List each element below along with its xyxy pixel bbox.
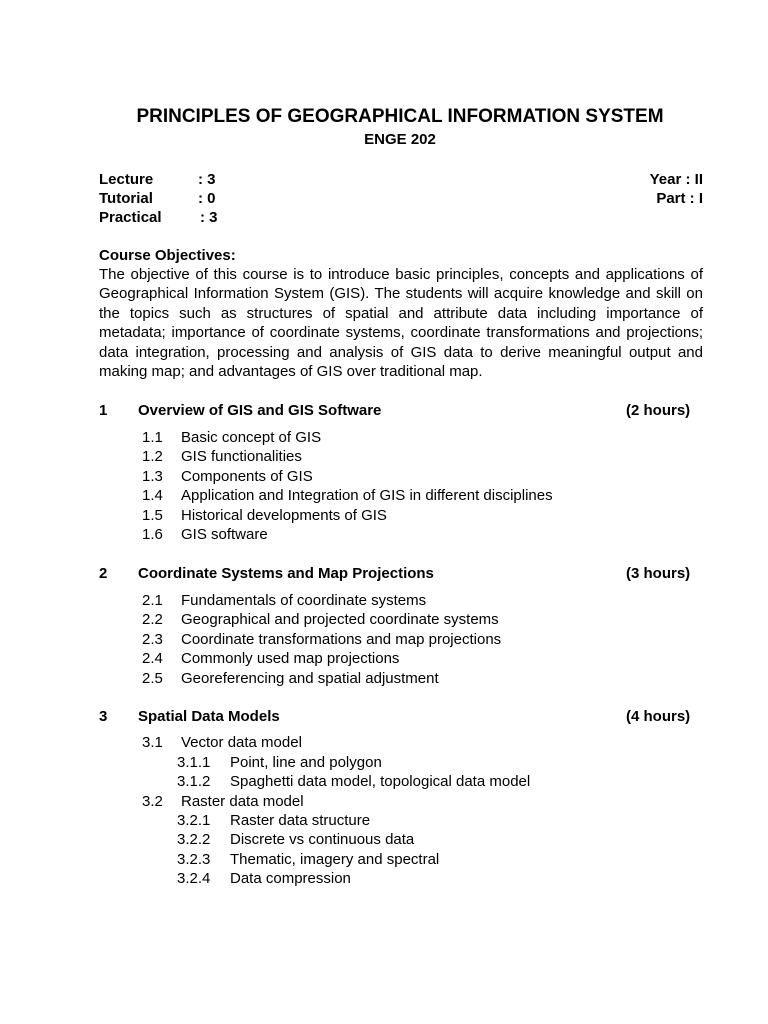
- item-number: 3.1.1: [177, 754, 211, 771]
- objectives-heading: Course Objectives:: [99, 247, 236, 264]
- item-number: 2.2: [142, 611, 163, 628]
- section-title: Coordinate Systems and Map Projections: [138, 565, 434, 582]
- list-item-text: Fundamentals of coordinate systems: [181, 592, 427, 609]
- list-item-text: Commonly used map projections: [181, 650, 400, 667]
- list-item: [142, 591, 163, 610]
- part-value: Part : I: [656, 190, 703, 207]
- list-item: [142, 669, 163, 688]
- item-number: 3.2.3: [177, 851, 211, 868]
- section-number: 2: [99, 565, 108, 582]
- lecture-value: : 3: [198, 171, 216, 188]
- lecture-row: [99, 170, 703, 189]
- list-item-text: Point, line and polygon: [230, 754, 382, 771]
- list-item-text: Raster data model: [181, 793, 304, 810]
- tutorial-row: [99, 189, 703, 208]
- item-number: 2.4: [142, 650, 163, 667]
- list-item: [142, 486, 163, 505]
- section-hours: (2 hours): [626, 402, 691, 419]
- item-number: 1.2: [142, 448, 163, 465]
- list-item-text: Basic concept of GIS: [181, 429, 322, 446]
- item-number: 3.1.2: [177, 773, 211, 790]
- document-title: PRINCIPLES OF GEOGRAPHICAL INFORMATION SYSTEM: [136, 106, 664, 127]
- section-title: Overview of GIS and GIS Software: [138, 402, 382, 419]
- list-item: [177, 869, 210, 888]
- list-item: [142, 630, 163, 649]
- list-item-text: Spaghetti data model, topological data model: [230, 773, 531, 790]
- item-number: 3.2.2: [177, 831, 211, 848]
- item-number: 3.2: [142, 793, 163, 810]
- list-item: [142, 447, 163, 466]
- item-number: 1.5: [142, 507, 163, 524]
- section-title: Spatial Data Models: [138, 708, 280, 725]
- list-item-text: Raster data structure: [230, 812, 371, 829]
- list-item-text: Historical developments of GIS: [181, 507, 387, 524]
- list-item: [177, 753, 210, 772]
- list-item: [142, 649, 163, 668]
- section-hours: (3 hours): [626, 565, 691, 582]
- list-item: [177, 811, 210, 830]
- list-item-text: Application and Integration of GIS in different disciplines: [181, 487, 553, 504]
- list-item-text: Data compression: [230, 870, 351, 887]
- item-number: 1.1: [142, 429, 163, 446]
- practical-row: [99, 208, 703, 227]
- list-item: [142, 428, 163, 447]
- item-number: 1.6: [142, 526, 163, 543]
- year-value: Year : II: [649, 171, 703, 188]
- list-item-text: Thematic, imagery and spectral: [230, 851, 440, 868]
- list-item: [142, 525, 163, 544]
- practical-value: : 3: [200, 209, 218, 226]
- list-item-text: GIS software: [181, 526, 268, 543]
- section-number: 1: [99, 402, 108, 419]
- item-number: 1.4: [142, 487, 163, 504]
- list-item: [142, 610, 163, 629]
- list-item: [142, 506, 163, 525]
- list-item-text: Georeferencing and spatial adjustment: [181, 670, 439, 687]
- course-code: ENGE 202: [364, 131, 436, 148]
- list-item-text: Discrete vs continuous data: [230, 831, 415, 848]
- list-item: [177, 850, 210, 869]
- list-item: [142, 467, 163, 486]
- list-item: [177, 772, 210, 791]
- lecture-label: Lecture: [99, 171, 154, 188]
- tutorial-label: Tutorial: [99, 190, 153, 207]
- item-number: 3.1: [142, 734, 163, 751]
- list-item: [177, 830, 210, 849]
- list-item-text: Coordinate transformations and map projections: [181, 631, 502, 648]
- tutorial-value: : 0: [198, 190, 216, 207]
- objectives-text: The objective of this course is to introduce basic principles, concepts and applications of Geographical Information System (GIS). The students will acquire knowledge and skill on the topics such as structures of spatial and attribute data including importance of metadata; importance of coordinate systems, coordinate transformations and projections; data integration, processing and analysis of GIS data to derive meaningful output and making map; and advantages of GIS over traditional map.: [99, 266, 703, 381]
- practical-label: Practical: [99, 209, 162, 226]
- section-hours: (4 hours): [626, 708, 691, 725]
- item-number: 2.1: [142, 592, 163, 609]
- item-number: 2.5: [142, 670, 163, 687]
- list-item: [142, 792, 163, 811]
- list-item-text: GIS functionalities: [181, 448, 302, 465]
- item-number: 3.2.1: [177, 812, 211, 829]
- section-number: 3: [99, 708, 108, 725]
- list-item-text: Components of GIS: [181, 468, 313, 485]
- list-item-text: Geographical and projected coordinate systems: [181, 611, 499, 628]
- item-number: 1.3: [142, 468, 163, 485]
- list-item: [142, 733, 163, 752]
- item-number: 2.3: [142, 631, 163, 648]
- list-item-text: Vector data model: [181, 734, 302, 751]
- item-number: 3.2.4: [177, 870, 211, 887]
